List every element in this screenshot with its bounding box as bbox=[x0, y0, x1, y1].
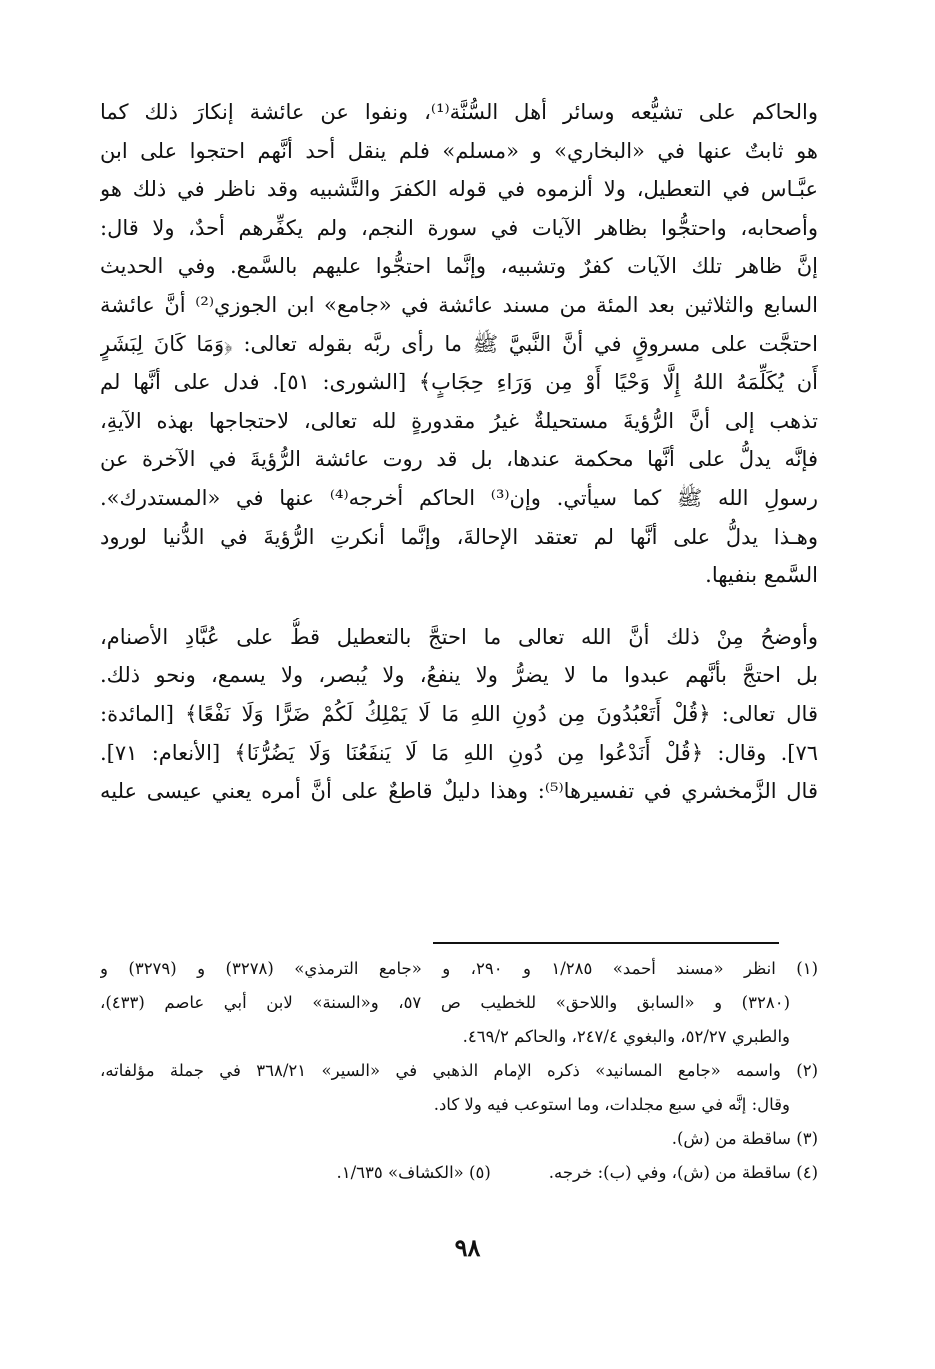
main-text bbox=[100, 93, 818, 811]
text-line: احتجَّت على مسروقٍ في أنَّ النَّبيَّ ﷺ ما رأى ربَّه بقوله تعالى: ﴿وَمَا كَانَ لِبَشَرٍ bbox=[100, 331, 818, 356]
paragraph-gap bbox=[100, 595, 818, 618]
text-line: والحاكم على تشيُّعه وسائر أهل السُّنَّة⁽¹⁾، ونفوا عن عائشة إنكارَ ذلك كما bbox=[100, 100, 818, 124]
footnote-line: (٣٢٨٠) و «السابق واللاحق» للخطيب ص ٥٧، و«السنة» لابن أبي عاصم (٤٣٣)، bbox=[100, 993, 790, 1012]
footnote-line: (٢) واسمه «جامع المسانيد» ذكره الإمام الذهبي في «السير» ٣٦٨/٢١ في جملة مؤلفاته، bbox=[100, 1061, 818, 1080]
footnote-line: (١) انظر «مسند أحمد» ١/٢٨٥ و ٢٩٠، و «جامع الترمذي» (٣٢٧٨) و (٣٢٧٩) و bbox=[100, 959, 818, 978]
text-line: السَّمع بنفيها. bbox=[705, 563, 818, 588]
text-line: بل احتجَّ بأنَّهم عبدوا ما لا يضرُّ ولا ينفعُ، ولا يُبصر، ولا يسمع، ونحو ذلك. bbox=[100, 663, 818, 688]
paragraph-1 bbox=[100, 93, 818, 595]
footnote-line: والطبري ٥٢/٢٧، والبغوي ٢٤٧/٤، والحاكم ٤٦٩/٢. bbox=[462, 1027, 790, 1046]
footnote-4-5-line bbox=[100, 1156, 818, 1190]
footnote-4: (٤) ساقطة من (ش)، وفي (ب): خرجه. bbox=[548, 1163, 818, 1182]
text-line: وأصحابه، واحتجُّوا بظاهر الآيات في سورة النجم، ولم يكفِّرهم أحدٌ، ولا قال: bbox=[100, 215, 818, 240]
footnote-5: (٥) «الكشاف» ١/٦٣٥. bbox=[336, 1163, 491, 1182]
text-line: قال تعالى: ﴿قُلْ أَتَعْبُدُونَ مِن دُونِ اللهِ مَا لَا يَمْلِكُ لَكُمْ ضَرًّا وَلَا نَفْعًا﴾ [المائدة: bbox=[100, 701, 818, 726]
footnote-3: (٣) ساقطة من (ش). bbox=[671, 1129, 818, 1148]
text-line: فإنَّه يدلُّ على أنَّها محكمة عندها، بل قد روت عائشة الرُّؤيةَ في الآخرة عن bbox=[100, 447, 818, 472]
text-line: رسولِ الله ﷺ كما سيأتي. وإن⁽³⁾ الحاكم أخرجه⁽⁴⁾ عنها في «المستدرك». bbox=[100, 485, 818, 510]
page-number: ٩٨ bbox=[454, 1233, 481, 1262]
footnote-2 bbox=[100, 1054, 818, 1122]
text-line: وهـذا يدلُّ على أنَّها لم تعتقد الإحالةَ، وإنَّما أنكرتِ الرُّؤيةَ في الدُّنيا لورود bbox=[100, 524, 818, 549]
text-line: السابع والثلاثين بعد المئة من مسند عائشة في «جامع» ابن الجوزي⁽²⁾ أنَّ عائشة bbox=[100, 292, 818, 317]
text-line: ٧٦]. وقال: ﴿قُلْ أَنَدْعُوا مِن دُونِ اللهِ مَا لَا يَنفَعُنَا وَلَا يَضُرُّنَا﴾ [الأنعام: ٧١]. bbox=[100, 740, 818, 765]
text-line: وأوضحُ مِنْ ذلك أنَّ الله تعالى ما احتجَّ بالتعطيل قطُّ على عُبَّادِ الأصنام، bbox=[100, 624, 818, 649]
footnote-line: وقال: إنَّه في سبع مجلدات، وما استوعب فيه ولا كاد. bbox=[433, 1095, 790, 1114]
text-line: أَن يُكَلِّمَهُ اللهُ إِلَّا وَحْيًا أَوْ مِن وَرَاءِ حِجَابٍ﴾ [الشورى: ٥١]. فدل على أنَّها لم bbox=[100, 370, 818, 395]
text-line: هو ثابتٌ عنها في «البخاري» و «مسلم» فلم ينقل أحد أنَّهم احتجوا على ابن bbox=[100, 138, 818, 163]
text-line: قال الزَّمخشري في تفسيرها⁽⁵⁾: وهذا دليلٌ قاطعٌ على أنَّ أمره يعني عيسى عليه bbox=[100, 779, 818, 804]
text-line: إنَّ ظاهر تلك الآيات كفرٌ وتشبيه، وإنَّما احتجُّوا عليهم بالسَّمع. وفي الحديث bbox=[100, 254, 818, 279]
paragraph-2 bbox=[100, 618, 818, 811]
footnotes bbox=[100, 952, 818, 1190]
footnote-separator bbox=[433, 942, 779, 944]
footnote-1 bbox=[100, 952, 818, 1054]
text-line: تذهب إلى أنَّ الرُّؤيةَ مستحيلةٌ غيرُ مقدورةٍ لله تعالى، لاحتجاجها بهذه الآيةِ، bbox=[100, 408, 818, 433]
text-line: عبَّـاس في التعطيل، ولا ألزموه في قوله الكفرَ والتَّشبيه وقد ناظر في ذلك هو bbox=[100, 177, 818, 202]
